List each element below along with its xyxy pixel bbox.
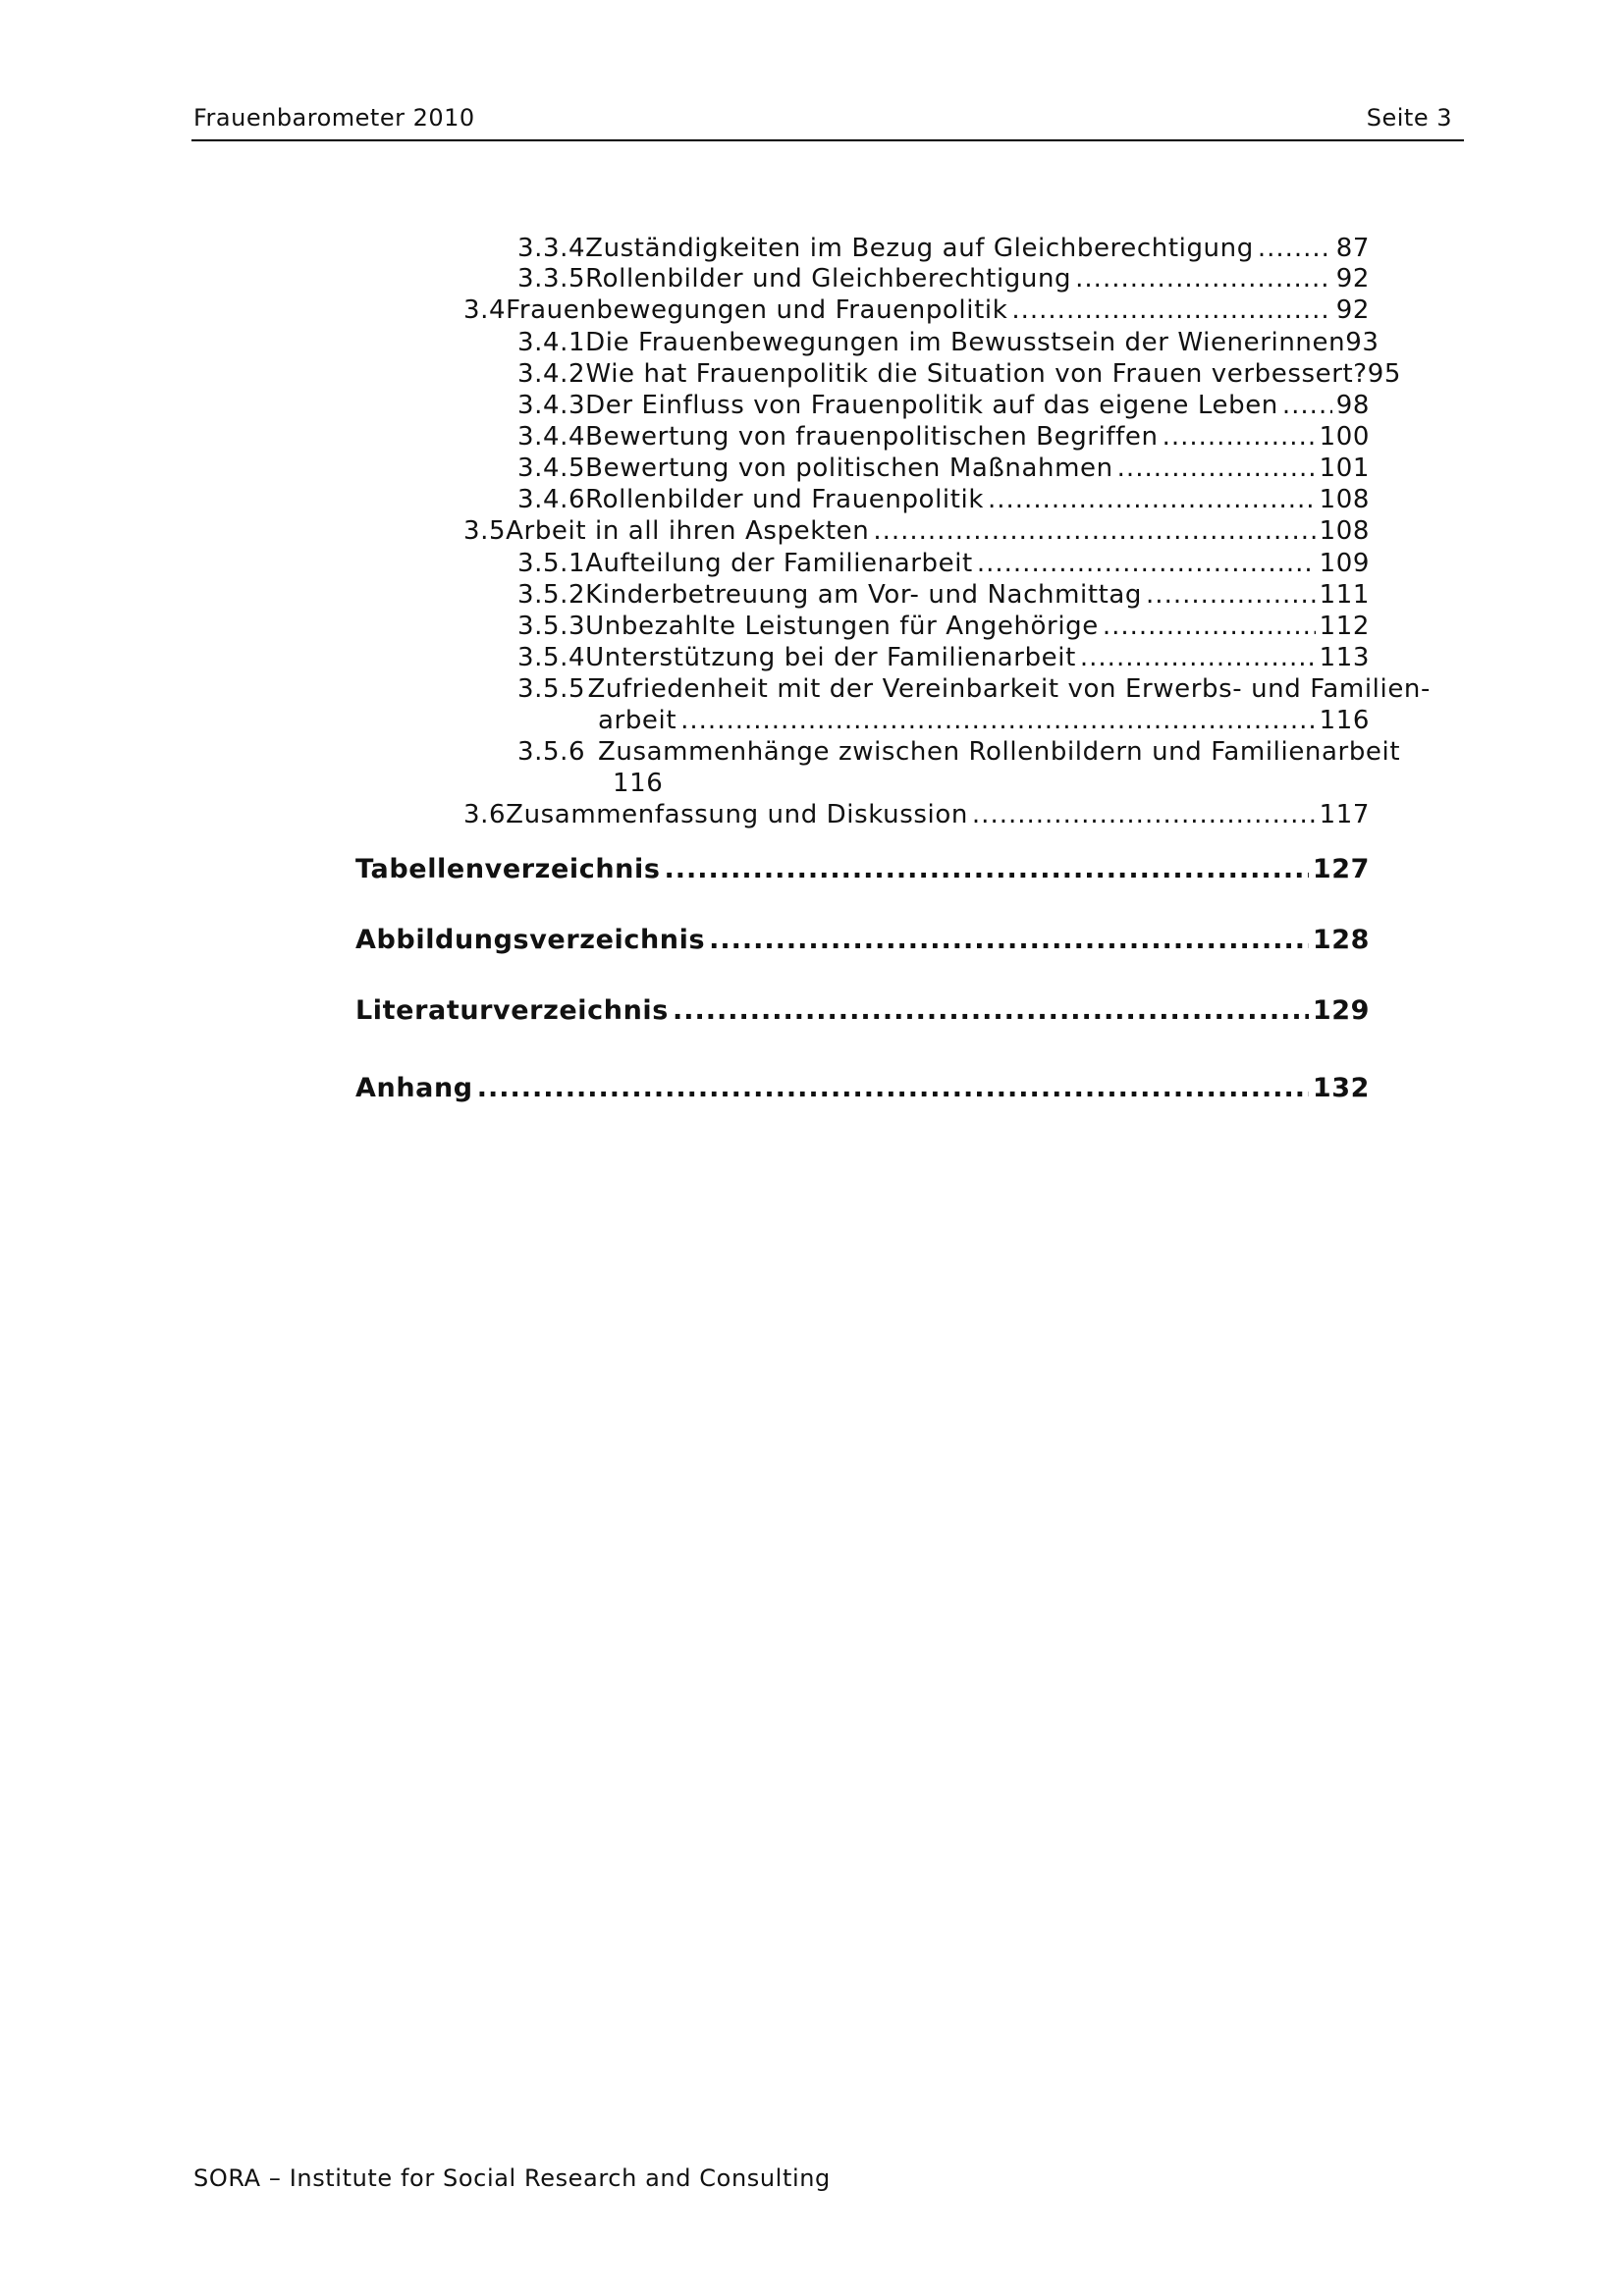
page-header [191, 102, 1464, 141]
toc-entry-number: 3.5.3 [517, 612, 586, 641]
toc-entry-title: Zufriedenheit mit der Vereinbarkeit von Erwerbs- und Familien- [587, 674, 1431, 704]
toc-entry-page: 95 [1367, 359, 1401, 389]
toc-leader [972, 799, 1316, 830]
toc-entry[interactable] [517, 327, 1380, 358]
toc-entry-page: 113 [1319, 643, 1370, 672]
toc-entry[interactable] [517, 642, 1370, 673]
toc-leader [1258, 233, 1332, 264]
toc-entry-page: 100 [1319, 422, 1370, 452]
toc-main-entry[interactable] [355, 854, 1370, 885]
toc-entry-number: 3.5.1 [517, 549, 586, 578]
toc-entry[interactable] [463, 294, 1370, 326]
toc-main-page: 132 [1312, 1073, 1370, 1103]
toc-entry-page: 111 [1319, 580, 1370, 610]
toc-entry-page: 117 [1319, 800, 1370, 829]
toc-entry-page: 116 [613, 769, 664, 798]
toc-entry-title: Bewertung von politischen Maßnahmen [585, 454, 1113, 483]
toc-entry-number: 3.4.6 [517, 485, 586, 514]
toc-main-title: Anhang [355, 1073, 473, 1103]
toc-main-page: 127 [1312, 854, 1370, 884]
toc-leader [977, 548, 1316, 579]
toc-leader [709, 925, 1309, 956]
toc-entry-title: Rollenbilder und Gleichberechtigung [585, 264, 1072, 294]
page-footer: SORA – Institute for Social Research and Consulting [193, 2164, 831, 2192]
toc-entry-number: 3.6 [463, 800, 507, 829]
toc-entry-number: 3.3.5 [517, 264, 586, 294]
toc-entry[interactable] [517, 453, 1370, 484]
toc-entry-page: 112 [1319, 612, 1370, 641]
toc-entry[interactable] [463, 799, 1370, 830]
toc-entry-title: Aufteilung der Familienarbeit [585, 549, 973, 578]
toc-leader [665, 854, 1309, 885]
toc-main-entry[interactable] [355, 1073, 1370, 1104]
toc-leader [988, 484, 1316, 515]
toc-leader [1282, 390, 1332, 421]
toc-entry-page: 108 [1319, 485, 1370, 514]
toc-entry-page: 98 [1335, 391, 1370, 420]
toc-main-title: Literaturverzeichnis [355, 995, 669, 1026]
toc-entry-page: 109 [1319, 549, 1370, 578]
toc-entry-page: 92 [1335, 295, 1370, 325]
toc-leader [1146, 579, 1316, 611]
toc-main-entry[interactable] [355, 925, 1370, 956]
toc-entry-number: 3.3.4 [517, 234, 586, 263]
toc-entry-number: 3.5.6 [517, 737, 586, 767]
toc-entry-page: 108 [1319, 516, 1370, 546]
toc-entry-title: Zusammenfassung und Diskussion [506, 800, 968, 829]
toc-entry[interactable] [517, 548, 1370, 579]
toc-entry-title: Zusammenhänge zwischen Rollenbildern und Familienarbeit [598, 737, 1401, 767]
toc-entry[interactable] [517, 358, 1401, 390]
toc-entry-title: Frauenbewegungen und Frauenpolitik [506, 295, 1008, 325]
toc-entry[interactable] [517, 484, 1370, 515]
toc-entry-title: Zuständigkeiten im Bezug auf Gleichberechtigung [585, 234, 1254, 263]
page-number: Seite 3 [1366, 104, 1452, 132]
toc-entry-title: Der Einfluss von Frauenpolitik auf das eigene Leben [585, 391, 1278, 420]
toc-main-entry[interactable] [355, 995, 1370, 1027]
toc-entry-page: 92 [1335, 264, 1370, 294]
toc-entry-number: 3.4.2 [517, 359, 586, 389]
toc-leader [1117, 453, 1316, 484]
toc-entry[interactable] [517, 263, 1370, 294]
toc-entry-number: 3.4.1 [517, 328, 586, 357]
toc-leader [1011, 294, 1331, 326]
toc-entry[interactable] [517, 233, 1370, 264]
toc-entry-title: Rollenbilder und Frauenpolitik [585, 485, 984, 514]
toc-entry[interactable] [517, 421, 1370, 453]
toc-leader [1075, 263, 1332, 294]
toc-leader [680, 705, 1315, 736]
toc-leader [673, 995, 1309, 1027]
toc-entry-title: Wie hat Frauenpolitik die Situation von Frauen verbessert? [585, 359, 1368, 389]
toc-entry-page: 101 [1319, 454, 1370, 483]
toc-entry-page: 116 [1319, 706, 1370, 735]
toc-entry-number: 3.4.5 [517, 454, 586, 483]
toc-entry-title: Kinderbetreuung am Vor- und Nachmittag [585, 580, 1143, 610]
toc-main-page: 129 [1312, 995, 1370, 1026]
toc-entry[interactable] [517, 673, 1431, 705]
toc-entry-number: 3.4.3 [517, 391, 586, 420]
toc-entry[interactable] [517, 579, 1370, 611]
toc-entry-title: Bewertung von frauenpolitischen Begriffen [585, 422, 1159, 452]
toc-leader [1103, 611, 1316, 642]
toc-entry-page: 93 [1345, 328, 1380, 357]
toc-entry-number: 3.5.2 [517, 580, 586, 610]
toc-main-page: 128 [1312, 925, 1370, 955]
document-title: Frauenbarometer 2010 [193, 104, 475, 132]
toc-entry[interactable] [517, 736, 1401, 768]
toc-main-title: Abbildungsverzeichnis [355, 925, 706, 955]
toc-entry-number: 3.4.4 [517, 422, 586, 452]
toc-entry-number: 3.4 [463, 295, 507, 325]
toc-main-title: Tabellenverzeichnis [355, 854, 661, 884]
toc-entry-continuation[interactable] [598, 705, 1370, 736]
toc-entry[interactable] [517, 611, 1370, 642]
toc-leader [477, 1073, 1309, 1104]
toc-leader [873, 515, 1315, 547]
toc-entry-title: Unterstützung bei der Familienarbeit [585, 643, 1076, 672]
toc-entry-number: 3.5.4 [517, 643, 586, 672]
toc-entry-title-continuation: arbeit [598, 706, 677, 735]
toc-entry-title: Unbezahlte Leistungen für Angehörige [585, 612, 1099, 641]
toc-entry-title: Arbeit in all ihren Aspekten [506, 516, 870, 546]
toc-entry[interactable] [463, 515, 1370, 547]
toc-leader [1080, 642, 1316, 673]
toc-entry-number: 3.5 [463, 516, 507, 546]
toc-entry-title: Die Frauenbewegungen im Bewusstsein der Wienerinnen [585, 328, 1346, 357]
toc-leader [1163, 421, 1316, 453]
toc-entry-number: 3.5.5 [517, 674, 586, 704]
toc-entry[interactable] [517, 390, 1370, 421]
toc-entry-page: 87 [1335, 234, 1370, 263]
